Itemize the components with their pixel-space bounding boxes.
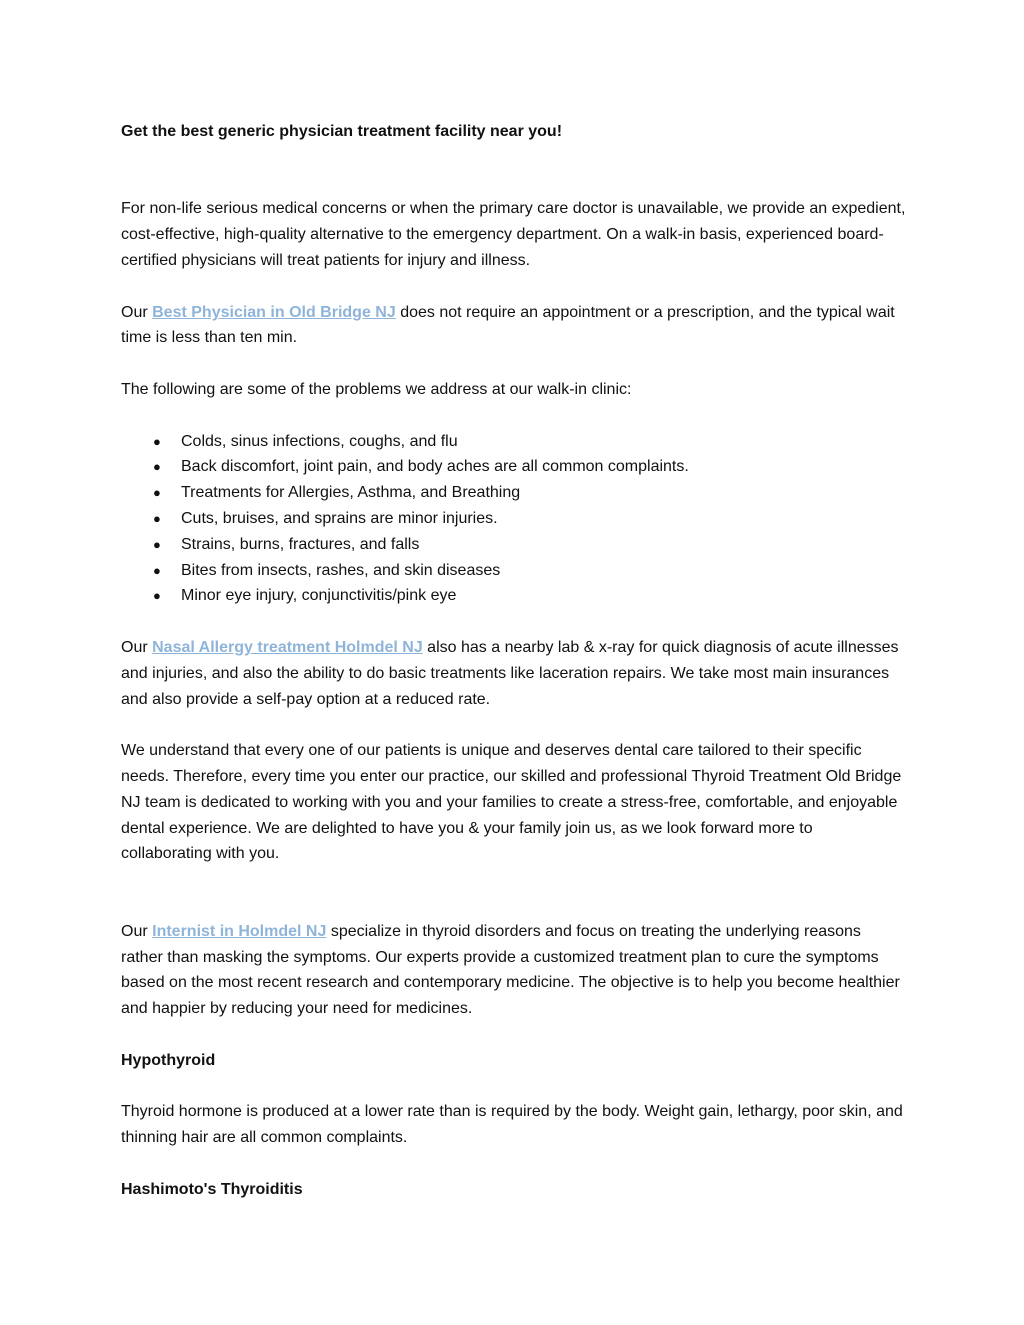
hypothyroid-heading: Hypothyroid xyxy=(121,1051,216,1069)
spacer xyxy=(121,867,906,919)
list-item xyxy=(121,583,906,609)
bullet-icon: ● xyxy=(153,459,161,475)
intro-paragraph: For non-life serious medical concerns or when the primary care doctor is unavailable, we provide an expedient, cost-effective, high-quality alternative to the emergency department. On a walk-in basis, experienced board-certified physicians will treat patients for injury and illness. xyxy=(121,200,906,269)
best-physician-link[interactable]: Best Physician in Old Bridge NJ xyxy=(152,303,396,321)
text-prefix: Our xyxy=(121,638,153,656)
text-suffix: does not require an appointment or a prescription, and the typical wait time is less than ten min. xyxy=(121,303,895,347)
spacer xyxy=(121,351,906,377)
list-item-text: Minor eye injury, conjunctivitis/pink eye xyxy=(181,587,457,605)
text-prefix: Our xyxy=(121,922,153,940)
list-item-text: Bites from insects, rashes, and skin diseases xyxy=(181,561,501,579)
hypothyroid-paragraph: Thyroid hormone is produced at a lower rate than is required by the body. Weight gain, lethargy, poor skin, and thinning hair are all common complaints. xyxy=(121,1103,903,1147)
list-item xyxy=(121,558,906,584)
problems-intro: The following are some of the problems we address at our walk-in clinic: xyxy=(121,380,632,398)
list-item xyxy=(121,532,906,558)
page-title: Get the best generic physician treatment facility near you! xyxy=(121,123,563,140)
internist-paragraph xyxy=(121,919,906,1022)
text-suffix: specialize in thyroid disorders and focus on treating the underlying reasons rather than masking the symptoms. Our experts provide a customized treatment plan to cure the symptoms based on the most recent research and contemporary medicine. The objective is to help you become healthier and happier by reducing your need for medicines. xyxy=(121,922,900,1018)
list-item-text: Strains, burns, fractures, and falls xyxy=(181,535,420,553)
spacer xyxy=(121,145,906,197)
problems-list xyxy=(121,429,906,610)
list-item xyxy=(121,454,906,480)
list-item-text: Back discomfort, joint pain, and body aches are all common complaints. xyxy=(181,458,689,476)
text-prefix: Our xyxy=(121,303,153,321)
nasal-allergy-paragraph xyxy=(121,635,906,712)
spacer xyxy=(121,609,906,635)
bullet-icon: ● xyxy=(153,562,161,578)
bullet-icon: ● xyxy=(153,433,161,449)
list-item-text: Colds, sinus infections, coughs, and flu xyxy=(181,432,458,450)
nasal-allergy-link[interactable]: Nasal Allergy treatment Holmdel NJ xyxy=(152,638,423,656)
text-suffix: also has a nearby lab & x-ray for quick diagnosis of acute illnesses and injuries, and also the ability to do basic treatments like laceration repairs. We take most main insurances and also provide a self-pay option at a reduced rate. xyxy=(121,638,899,708)
list-item xyxy=(121,506,906,532)
list-item-text: Cuts, bruises, and sprains are minor injuries. xyxy=(181,509,498,527)
list-item xyxy=(121,429,906,455)
patients-paragraph: We understand that every one of our patients is unique and deserves dental care tailored to their specific needs. Therefore, every time you enter our practice, our skilled and professional Thyroid Treatment Old Bridge NJ team is dedicated to working with you and your families to create a stress-free, comfortable, and enjoyable dental experience. We are delighted to have you & your family join us, as we look forward more to collaborating with you. xyxy=(121,742,902,863)
spacer xyxy=(121,403,906,429)
appointment-paragraph xyxy=(121,300,906,352)
bullet-icon: ● xyxy=(153,536,161,552)
list-item xyxy=(121,480,906,506)
bullet-icon: ● xyxy=(153,588,161,604)
bullet-icon: ● xyxy=(153,485,161,501)
list-item-text: Treatments for Allergies, Asthma, and Breathing xyxy=(181,484,521,502)
spacer xyxy=(121,712,906,738)
internist-link[interactable]: Internist in Holmdel NJ xyxy=(152,922,327,940)
spacer xyxy=(121,1151,906,1177)
spacer xyxy=(121,1073,906,1099)
spacer xyxy=(121,274,906,300)
spacer xyxy=(121,1022,906,1048)
bullet-icon: ● xyxy=(153,510,161,526)
document-page xyxy=(121,119,906,1202)
hashimoto-heading: Hashimoto's Thyroiditis xyxy=(121,1180,303,1198)
